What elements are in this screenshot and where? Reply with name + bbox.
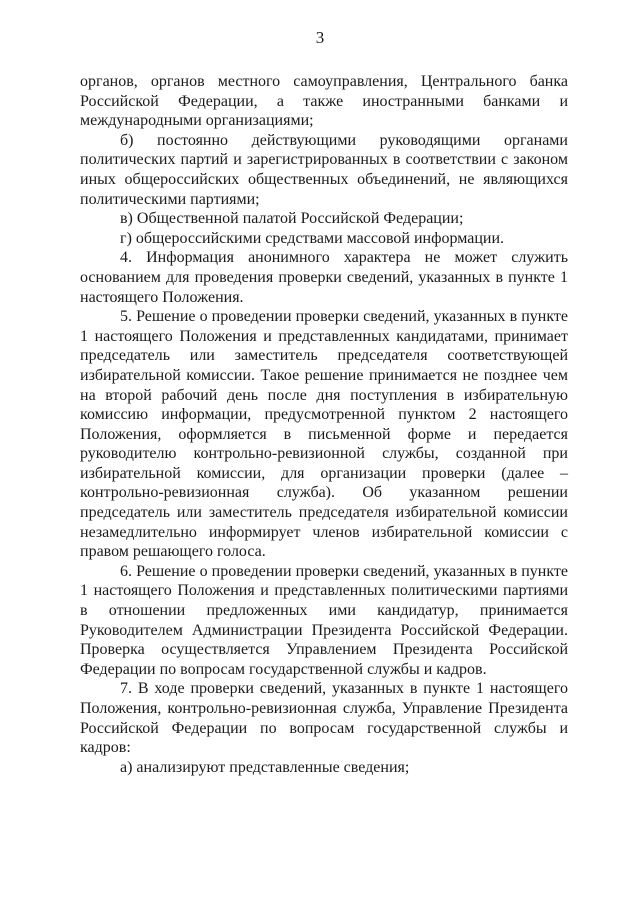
paragraph-item-g: г) общероссийскими средствами массовой информации.	[120, 229, 505, 247]
paragraph-continuation: органов, органов местного самоуправления, Центрального банка Российской Федерации, а также иностранными банками и международными организациями;	[80, 73, 568, 130]
paragraph-clause-6: 6. Решение о проведении проверки сведений, указанных в пункте 1 настоящего Положения и представленных политическими партиями в отношении предложенных ими кандидатур, принимается Руководителем Администрации Президента Российской Федерации. Проверка осуществляется Управлением Президента Российской Федерации по вопросам государственной службы и кадров.	[80, 562, 568, 678]
paragraph-clause-7: 7. В ходе проверки сведений, указанных в пункте 1 настоящего Положения, контрольно-ревизионная служба, Управление Президента Российской Федерации по вопросам государственной службы и кадров:	[80, 680, 568, 757]
paragraph-item-a: а) анализируют представленные сведения;	[120, 758, 410, 776]
paragraph-clause-5: 5. Решение о проведении проверки сведений, указанных в пункте 1 настоящего Положения и представленных кандидатами, принимает председатель или заместитель председателя соответствующей избирательной комиссии. Такое решение принимается не позднее чем на второй рабочий день после дня поступления в избирательную комиссию информации, предусмотренной пунктом 2 настоящего Положения, оформляется в письменной форме и передается руководителю контрольно-ревизионной службы, созданной при избирательной комиссии, для организации проверки (далее – контрольно-ревизионная служба). Об указанном решении председатель или заместитель председателя избирательной комиссии незамедлительно информирует членов избирательной комиссии с правом решающего голоса.	[80, 308, 568, 561]
paragraph-clause-4: 4. Информация анонимного характера не может служить основанием для проведения проверки сведений, указанных в пункте 1 настоящего Положения.	[80, 249, 568, 306]
page-number: 3	[315, 28, 325, 47]
paragraph-item-b: б) постоянно действующими руководящими органами политических партий и зарегистрированных в соответствии с законом иных общероссийских общественных объединений, не являющихся политическими партиями;	[80, 131, 568, 208]
paragraph-item-v: в) Общественной палатой Российской Федерации;	[120, 210, 464, 228]
document-body	[80, 72, 568, 777]
